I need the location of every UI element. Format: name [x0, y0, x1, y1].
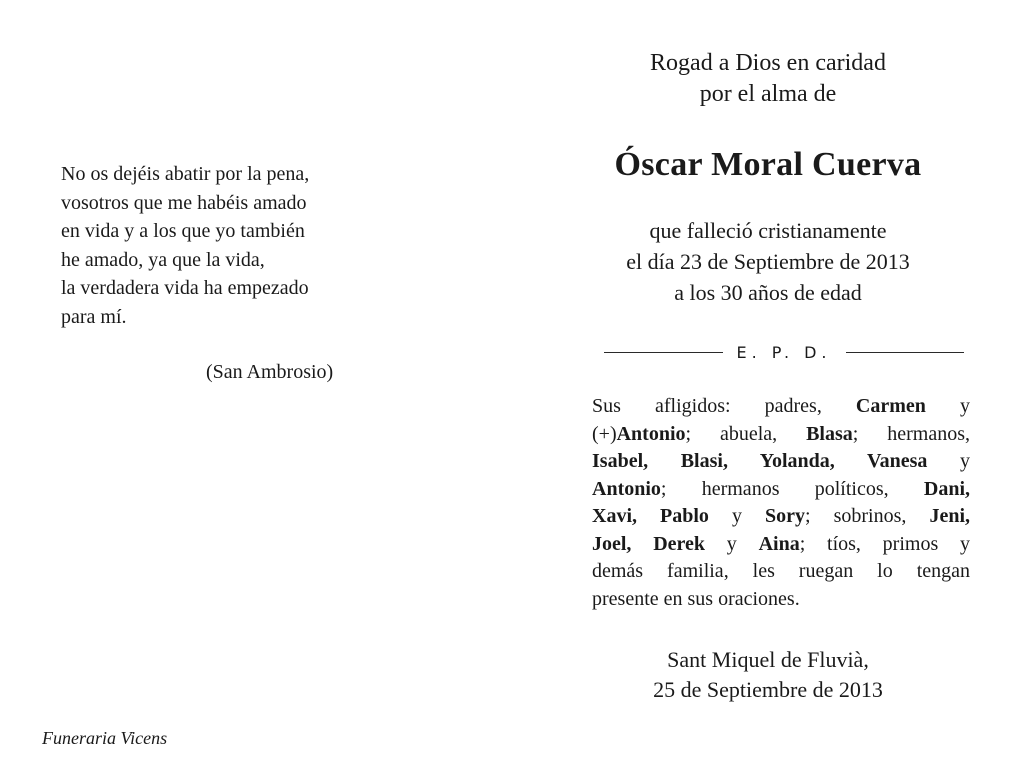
family-line [592, 476, 970, 504]
signoff-date: 25 de Septiembre de 2013 [653, 677, 883, 702]
family-member-name: Isabel, Blasi, Yolanda, Vanesa [592, 450, 928, 472]
family-text: (+) [592, 422, 617, 445]
family-line [592, 421, 970, 449]
family-line [592, 531, 970, 559]
family-mourners-paragraph [592, 393, 970, 613]
deceased-name: Óscar Moral Cuerva [614, 146, 922, 183]
family-member-name: Blasa [806, 422, 853, 445]
family-text: Sus afligidos: padres, [592, 395, 856, 417]
death-line: a los 30 años de edad [674, 280, 862, 305]
death-line: el día 23 de Septiembre de 2013 [626, 249, 910, 274]
epd-divider [604, 339, 964, 365]
family-member-name: Joel, Derek [592, 532, 706, 555]
family-text: ; tíos, primos y [799, 532, 971, 555]
poem-attribution: (San Ambrosio) [206, 361, 334, 383]
death-line: que falleció cristianamente [649, 218, 887, 243]
family-line [592, 558, 970, 586]
prayer-line: Rogad a Dios en caridad [650, 50, 886, 76]
poem-line: para mí. [61, 305, 127, 328]
poem-line: en vida y a los que yo también [61, 220, 305, 243]
epd-label: E. P. D. [736, 342, 832, 362]
signoff-place: Sant Miquel de Fluvià, [667, 647, 869, 672]
family-text: ; hermanos, [852, 422, 971, 445]
family-member-name: Sory [765, 505, 806, 527]
family-member-name: Aina [758, 532, 800, 555]
poem-line: he amado, ya que la vida, [61, 248, 265, 271]
family-line [592, 448, 970, 476]
death-notice [512, 215, 1024, 308]
family-member-name: Jeni, [929, 505, 970, 527]
place-and-date [512, 645, 1024, 705]
family-line [592, 503, 970, 531]
family-text: y [708, 505, 766, 527]
family-line [592, 393, 970, 421]
family-text: y [705, 532, 759, 555]
right-page [512, 0, 1024, 766]
poem [61, 160, 391, 332]
family-text: presente en sus oraciones. [592, 587, 800, 610]
poem-line: la verdadera vida ha empezado [61, 277, 309, 300]
prayer-line: por el alma de [699, 81, 837, 107]
family-member-name: Carmen [855, 395, 926, 417]
family-text: y [927, 450, 970, 472]
family-member-name: Antonio [592, 477, 661, 500]
poem-line: vosotros que me habéis amado [61, 191, 307, 214]
family-text: ; hermanos políticos, [660, 477, 924, 500]
family-member-name: Antonio [616, 422, 686, 445]
family-text: demás familia, les ruegan lo tengan [592, 560, 970, 582]
family-line [592, 586, 970, 614]
divider-rule-left [604, 352, 723, 353]
divider-rule-right [846, 352, 965, 353]
family-text: ; sobrinos, [805, 505, 930, 527]
prayer-heading [512, 48, 1024, 110]
family-text: ; abuela, [685, 422, 807, 445]
family-text: y [925, 395, 970, 417]
funeral-home-credit: Funeraria Vicens [42, 728, 168, 748]
poem-line: No os dejéis abatir por la pena, [61, 163, 310, 185]
family-member-name: Dani, [923, 477, 970, 500]
family-member-name: Xavi, Pablo [592, 505, 709, 527]
